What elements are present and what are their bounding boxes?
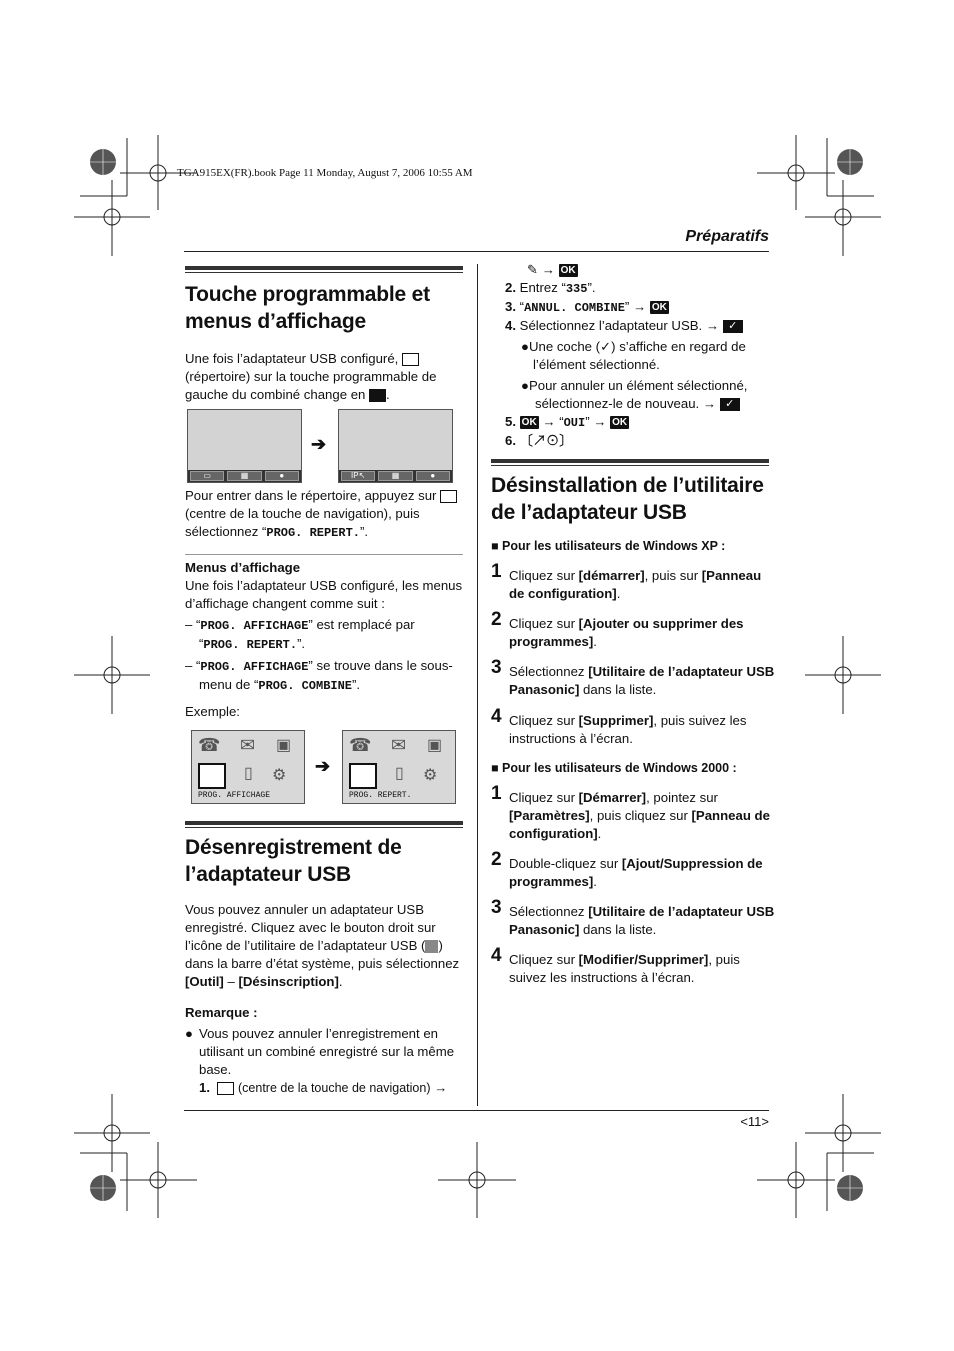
sub-divider (185, 554, 463, 555)
phone-icon: ☎ (198, 735, 221, 755)
nav-center-icon (440, 490, 457, 503)
page-number: <11> (740, 1114, 769, 1129)
steps-continuation: ✎ → OK 2. Entrez “335”. 3. “ANNUL. COMBINE” → OK 4. Sélectionnez l’adaptateur USB. → ✓ ●Une coche (✓) s’affiche en regard de l’élément sélectionné. ●Pour annuler un élément sélectionné, sélectionnez-le de nouveau. → ✓ 5. OK → “OUI” → OK 6. 〔↗⊙〕 (505, 261, 770, 450)
tool-icon: ✎ (527, 262, 539, 277)
tool-icon: ⚙ (423, 767, 438, 784)
bullet-2: ●Pour annuler un élément sélectionné, sélectionnez-le de nouveau. → ✓ (521, 378, 748, 411)
w2k-heading: ■ Pour les utilisateurs de Windows 2000 : (491, 761, 737, 775)
menus-heading: Menus d’affichage (185, 560, 301, 575)
ip-key-icon (369, 389, 386, 402)
ip-softkey-icon: IP↖ (341, 471, 375, 481)
check-key-icon: ✓ (720, 398, 740, 411)
section-desinstallation (491, 459, 769, 526)
section-title-touche: Touche programmable et menus d’affichage (185, 283, 430, 333)
tool-icon: ⚙ (272, 767, 287, 784)
navigation-paragraph: Pour entrer dans le répertoire, appuyez sur (centre de la touche de navigation), puis sélectionnez “PROG. REPERT.”. (185, 487, 465, 542)
xp-step-3: 3 Sélectionnez [Utilitaire de l’adaptateur USB Panasonic] dans la liste. (491, 657, 775, 697)
screen-after (338, 409, 453, 483)
xp-step-2: 2 Cliquez sur [Ajouter ou supprimer des programmes]. (491, 609, 744, 649)
xp-step-1: 1 Cliquez sur [démarrer], puis sur [Panneau de configuration]. (491, 561, 762, 601)
arrow-right-icon: ➔ (311, 434, 327, 454)
menu-softkey-icon: ▦ (378, 471, 412, 481)
dash-item-1: – “PROG. AFFICHAGE” est remplacé par “PROG. REPERT.”. (185, 617, 415, 652)
column-divider (477, 264, 478, 1106)
phone-icon: ☎ (349, 735, 372, 755)
usb-utility-icon (425, 940, 438, 953)
section-title-desenregistrement: Désenregistrement de l’adaptateur USB (185, 836, 402, 886)
menu-label: PROG. REPERT. (349, 791, 412, 800)
xp-step-4: 4 Cliquez sur [Supprimer], puis suivez les instructions à l’écran. (491, 706, 747, 746)
tape-icon: ▣ (427, 737, 443, 754)
talk-softkey-icon: ● (416, 471, 450, 481)
w2k-step-4: 4 Cliquez sur [Modifier/Supprimer], puis suivez les instructions à l’écran. (491, 945, 740, 985)
handset-icon: ▯ (244, 765, 253, 782)
section-desenregistrement (185, 821, 463, 1097)
section-label: Préparatifs (685, 228, 769, 245)
mail-icon: ✉ (391, 735, 407, 755)
nav-center-icon (217, 1082, 234, 1095)
menu-screen-before (191, 730, 305, 804)
menu-softkey-icon: ▦ (227, 471, 261, 481)
remarque-item: ● Vous pouvez annuler l’enregistrement en utilisant un combiné enregistré sur la même base. 1. (centre de la touche de navigation) → (185, 1026, 455, 1095)
talk-softkey-icon: ● (265, 471, 299, 481)
desenregistrement-paragraph: Vous pouvez annuler un adaptateur USB enregistré. Cliquez avec le bouton droit sur l’icône de l’utilitaire de l’adaptateur USB ( ) dans la barre d’état système, puis sélectionnez [Outil] – [Désinscription]. (185, 902, 460, 989)
w2k-step-1: 1 Cliquez sur [Démarrer], pointez sur [Paramètres], puis cliquez sur [Panneau de configuration]. (491, 783, 770, 841)
menus-section: Menus d’affichage Une fois l’adaptateur USB configuré, les menus d’affichage changent comme suit : – “PROG. AFFICHAGE” est remplacé par “PROG. REPERT.”. – “PROG. AFFICHAGE” se trouve dans le sous- menu de “PROG. COMBINE”. Exemple: (185, 559, 465, 721)
intro-paragraph: Une fois l’adaptateur USB configuré, (répertoire) sur la touche programmable de gauche du combiné change en . (185, 351, 437, 402)
display-settings-icon (198, 763, 226, 789)
mail-icon: ✉ (240, 735, 256, 755)
handset-icon: ▯ (395, 765, 404, 782)
left-column (185, 266, 463, 404)
menu-label: PROG. AFFICHAGE (198, 791, 271, 800)
footer-rule (184, 1110, 769, 1111)
dash-item-2: – “PROG. AFFICHAGE” se trouve dans le sous- menu de “PROG. COMBINE”. (185, 658, 453, 693)
tape-icon: ▣ (276, 737, 292, 754)
bullet-1: ●Une coche (✓) s’affiche en regard de l’élément sélectionné. (521, 339, 746, 372)
example-label: Exemple: (185, 704, 240, 719)
w2k-step-3: 3 Sélectionnez [Utilitaire de l’adaptateur USB Panasonic] dans la liste. (491, 897, 775, 937)
phonebook-icon (349, 763, 377, 789)
arrow-right-icon: ➔ (315, 756, 331, 776)
check-key-icon: ✓ (723, 320, 743, 333)
off-key-icon: 〔↗⊙〕 (519, 433, 573, 448)
section-title-desinstallation: Désinstallation de l’utilitaire de l’adaptateur USB (491, 474, 764, 524)
w2k-step-2: 2 Double-cliquez sur [Ajout/Suppression de programmes]. (491, 849, 763, 889)
phonebook-softkey-icon: ▭ (190, 471, 224, 481)
header-rule (184, 251, 769, 252)
xp-heading: ■ Pour les utilisateurs de Windows XP : (491, 539, 726, 553)
print-header: TGA915EX(FR).book Page 11 Monday, August 7, 2006 10:55 AM (177, 167, 473, 179)
phonebook-icon (402, 353, 419, 366)
remarque-heading: Remarque : (185, 1005, 258, 1020)
screen-before (187, 409, 302, 483)
menu-screen-after (342, 730, 456, 804)
